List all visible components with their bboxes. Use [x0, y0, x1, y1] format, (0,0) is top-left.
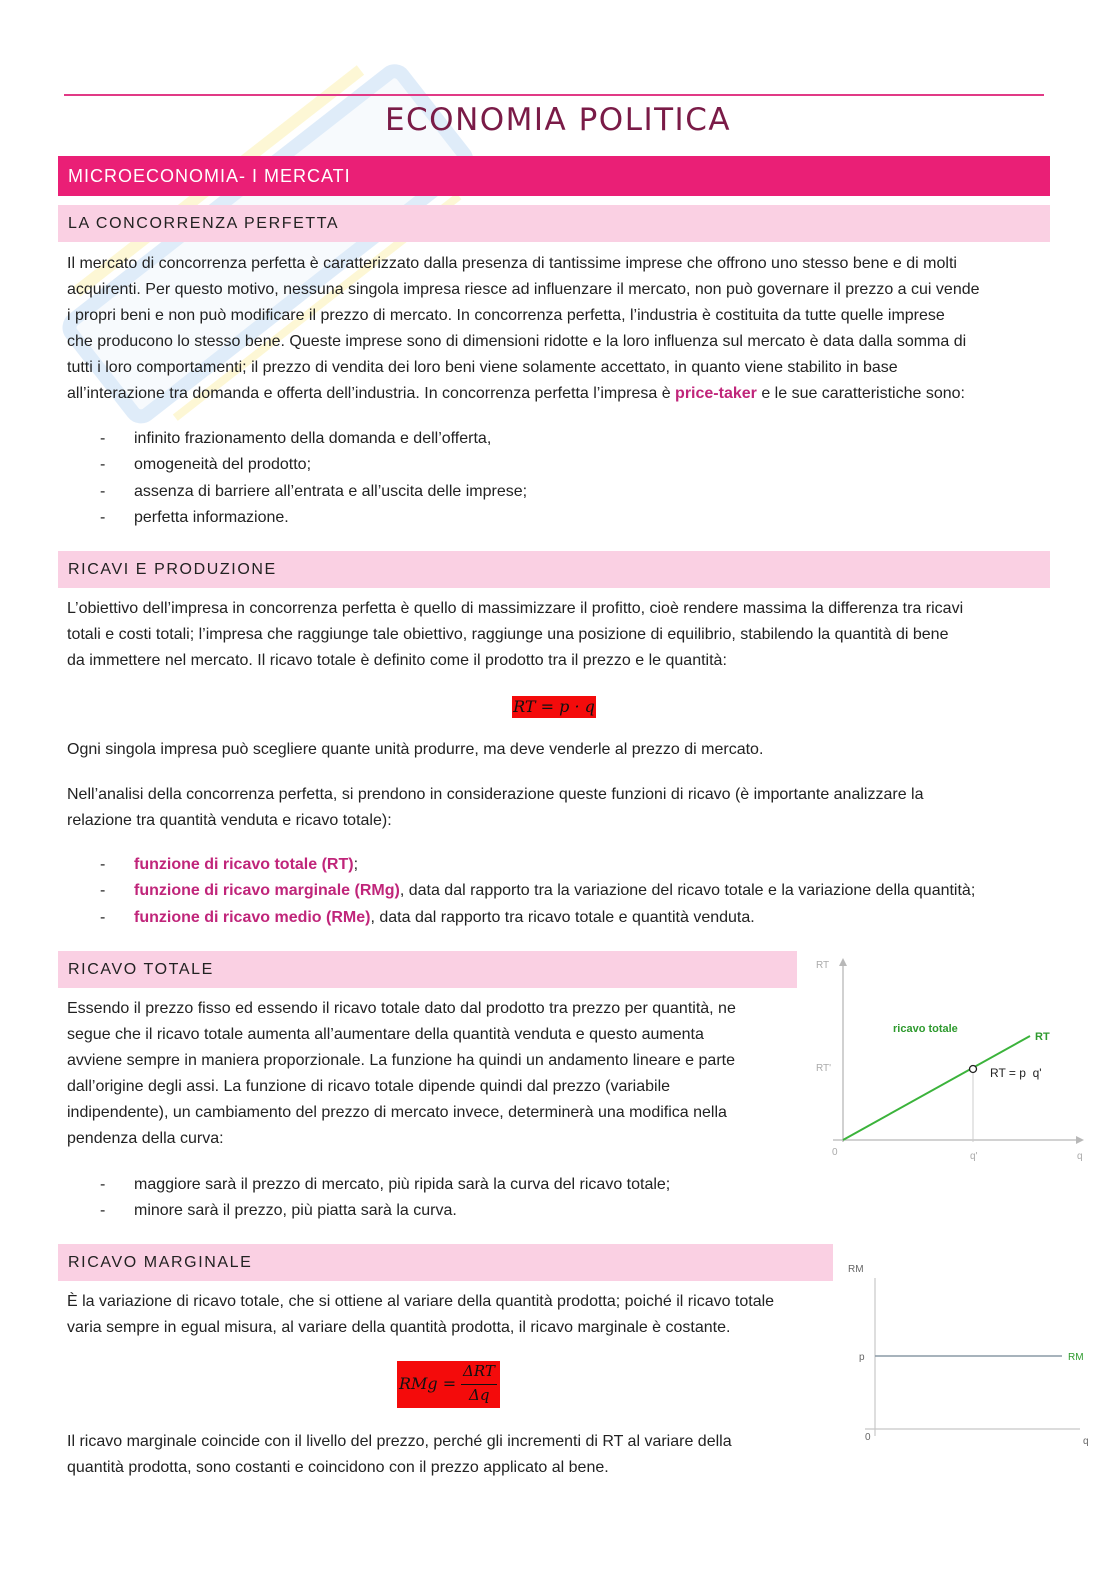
text-line: relazione tra quantità venduta e ricavo totale): — [67, 812, 392, 829]
y-axis-arrow — [839, 958, 847, 966]
formula-lhs: RMg = — [399, 1374, 457, 1393]
text-line: L’obiettivo dell’impresa in concorrenza perfetta è quello di massimizzare il profitto, cioè rendere massima la differenza tra ricavi — [67, 600, 964, 617]
text-line: i propri beni e non può modificare il prezzo di mercato. In concorrenza perfetta, l’industria è costituita da tutte quelle imprese — [67, 307, 945, 324]
paragraph-ricavo-totale — [67, 996, 736, 1152]
text-line: È la variazione di ricavo totale, che si ottiene al variare della quantità prodotta; poiché il ricavo totale — [67, 1293, 775, 1310]
list-item: - funzione di ricavo totale (RT); — [100, 856, 359, 873]
text-line: Il ricavo marginale coincide con il livello del prezzo, perché gli incrementi di RT al variare della — [67, 1433, 732, 1450]
text-line: dall’origine degli assi. La funzione di ricavo totale dipende quindi dal prezzo (variabile — [67, 1078, 671, 1095]
equilibrium-point — [970, 1066, 977, 1073]
point-label: RT = p q' — [990, 1066, 1042, 1080]
text-line: Essendo il prezzo fisso ed essendo il ricavo totale dato dal prodotto tra prezzo per quantità, ne — [67, 1000, 736, 1017]
list-item: - funzione di ricavo marginale (RMg), data dal rapporto tra la variazione del ricavo totale e la variazione della quantità; — [100, 882, 976, 900]
text-line: acquirenti. Per questo motivo, nessuna singola impresa riesce ad influenzare il mercato, non può governare il prezzo a cui vende — [67, 281, 980, 298]
text-line: tutti i loro comportamenti; il prezzo di vendita dei loro beni viene solamente accettato, in quanto viene stabilito in base — [67, 359, 898, 376]
formula-ricavo-marginale — [397, 1361, 500, 1408]
text-line: totali e costi totali; l’impresa che raggiunge tale obiettivo, raggiunge una posizione di equilibrio, stabilendo la quantità di bene — [67, 626, 949, 643]
formula-denominator: Δq — [469, 1386, 490, 1404]
formula-numerator: ΔRT — [463, 1362, 495, 1380]
text-line: all’interazione tra domanda e offerta dell’industria. In concorrenza perfetta l’impresa è price-taker e le sue caratteristiche sono: — [67, 385, 965, 402]
line-label: RT — [1035, 1031, 1050, 1043]
list-caratteristiche — [100, 426, 527, 531]
fraction-bar — [461, 1384, 497, 1385]
y-axis-label: RM — [848, 1264, 864, 1275]
text-line: pendenza della curva: — [67, 1130, 224, 1147]
list-funzioni-ricavo — [100, 852, 975, 931]
text-line: indipendente), un cambiamento del prezzo di mercato invece, determinerà una modifica nella — [67, 1104, 727, 1121]
price-taker-highlight: price-taker — [675, 385, 757, 402]
paragraph-concorrenza — [67, 251, 980, 407]
page-title: ECONOMIA POLITICA — [384, 102, 732, 138]
line-label: RM — [1068, 1352, 1084, 1363]
origin-label: 0 — [832, 1147, 838, 1158]
heading-concorrenza-perfetta: LA CONCORRENZA PERFETTA — [58, 205, 1050, 242]
paragraph-ricavo-marginale — [67, 1289, 774, 1341]
graph-ricavo-marginale — [840, 1258, 1096, 1450]
rt-line — [843, 1036, 1030, 1140]
list-item: - assenza di barriere all’entrata e all’uscita delle imprese; — [100, 482, 528, 500]
x-axis-label: q — [1077, 1151, 1083, 1162]
curve-label: ricavo totale — [893, 1023, 958, 1035]
list-pendenza — [100, 1172, 670, 1225]
list-item: - infinito frazionamento della domanda e dell’offerta, — [100, 430, 492, 447]
paragraph-ricavi-3 — [67, 782, 923, 834]
y-axis-label: RT — [816, 960, 830, 971]
text-line: varia sempre in egual misura, al variare della quantità prodotta, il ricavo marginale è costante. — [67, 1319, 731, 1336]
text-line: che producono lo stesso bene. Queste imprese sono di dimensioni ridotte e la loro influenza sul mercato è data dalla somma di — [67, 333, 967, 350]
formula-ricavo-totale: RT = p · q — [513, 697, 595, 716]
text-line: Il mercato di concorrenza perfetta è caratterizzato dalla presenza di tantissime imprese che offrono uno stesso bene e di molti — [67, 255, 957, 272]
section-heading-microeconomia: MICROECONOMIA- I MERCATI — [58, 156, 1050, 196]
list-item: - perfetta informazione. — [100, 508, 289, 526]
text-line: quantità prodotta, sono costanti e coincidono con il prezzo applicato al bene. — [67, 1459, 609, 1476]
text-line: Nell’analisi della concorrenza perfetta, si prendono in considerazione queste funzioni di ricavo (è importante analizzare la — [67, 786, 924, 803]
text-line: da immettere nel mercato. Il ricavo totale è definito come il prodotto tra il prezzo e le quantità: — [67, 652, 727, 669]
list-item: - omogeneità del prodotto; — [100, 456, 312, 474]
origin-label: 0 — [865, 1432, 871, 1443]
graph-ricavo-totale — [808, 952, 1090, 1164]
list-item: - minore sarà il prezzo, più piatta sarà la curva. — [100, 1202, 457, 1220]
paragraph-ricavi-2: Ogni singola impresa può scegliere quante unità produrre, ma deve venderle al prezzo di mercato. — [67, 741, 764, 758]
y-tick-label: p — [859, 1352, 865, 1363]
top-rule — [64, 94, 1044, 96]
x-axis-arrow — [1076, 1136, 1084, 1144]
x-tick-label: q' — [970, 1151, 978, 1162]
x-axis-label: q — [1083, 1436, 1089, 1447]
list-item: - funzione di ricavo medio (RMe), data dal rapporto tra ricavo totale e quantità venduta. — [100, 908, 755, 926]
paragraph-ricavo-marginale-2 — [67, 1429, 732, 1481]
heading-ricavi-produzione: RICAVI E PRODUZIONE — [58, 551, 1050, 588]
y-tick-label: RT' — [816, 1063, 832, 1074]
paragraph-ricavi — [67, 596, 963, 674]
heading-ricavo-marginale: RICAVO MARGINALE — [58, 1244, 833, 1281]
list-item: - maggiore sarà il prezzo di mercato, più ripida sarà la curva del ricavo totale; — [100, 1176, 671, 1193]
text-line: avviene sempre in maniera proporzionale. La funzione ha quindi un andamento lineare e parte — [67, 1052, 735, 1069]
heading-ricavo-totale: RICAVO TOTALE — [58, 951, 797, 988]
text-line: segue che il ricavo totale aumenta all’aumentare della quantità venduta e questo aumenta — [67, 1026, 704, 1043]
